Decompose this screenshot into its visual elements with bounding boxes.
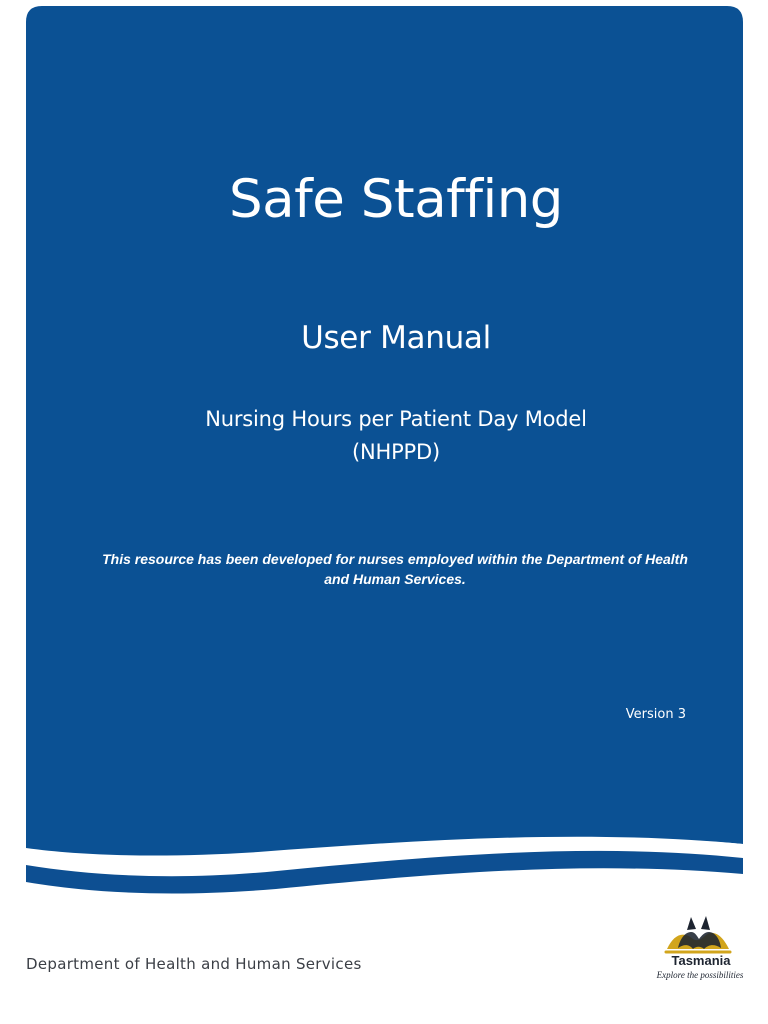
logo-tagline: Explore the possibilities xyxy=(656,970,744,980)
logo-wordmark: Tasmania xyxy=(671,953,731,968)
resource-note: This resource has been developed for nurses employed within the Department of Health and Human Services. xyxy=(102,551,688,587)
department-footer: Department of Health and Human Services xyxy=(26,955,362,973)
document-subtitle: User Manual xyxy=(301,320,491,356)
model-acronym-line: (NHPPD) xyxy=(352,440,440,464)
tasmania-logo xyxy=(648,908,748,990)
version-label: Version 3 xyxy=(625,707,686,722)
tasmania-thylacine-logo-icon xyxy=(662,908,734,956)
logo-ears xyxy=(687,916,710,930)
model-name-line: Nursing Hours per Patient Day Model xyxy=(205,407,587,431)
lower-wave-stripe xyxy=(26,851,743,894)
document-title: Safe Staffing xyxy=(229,169,563,230)
